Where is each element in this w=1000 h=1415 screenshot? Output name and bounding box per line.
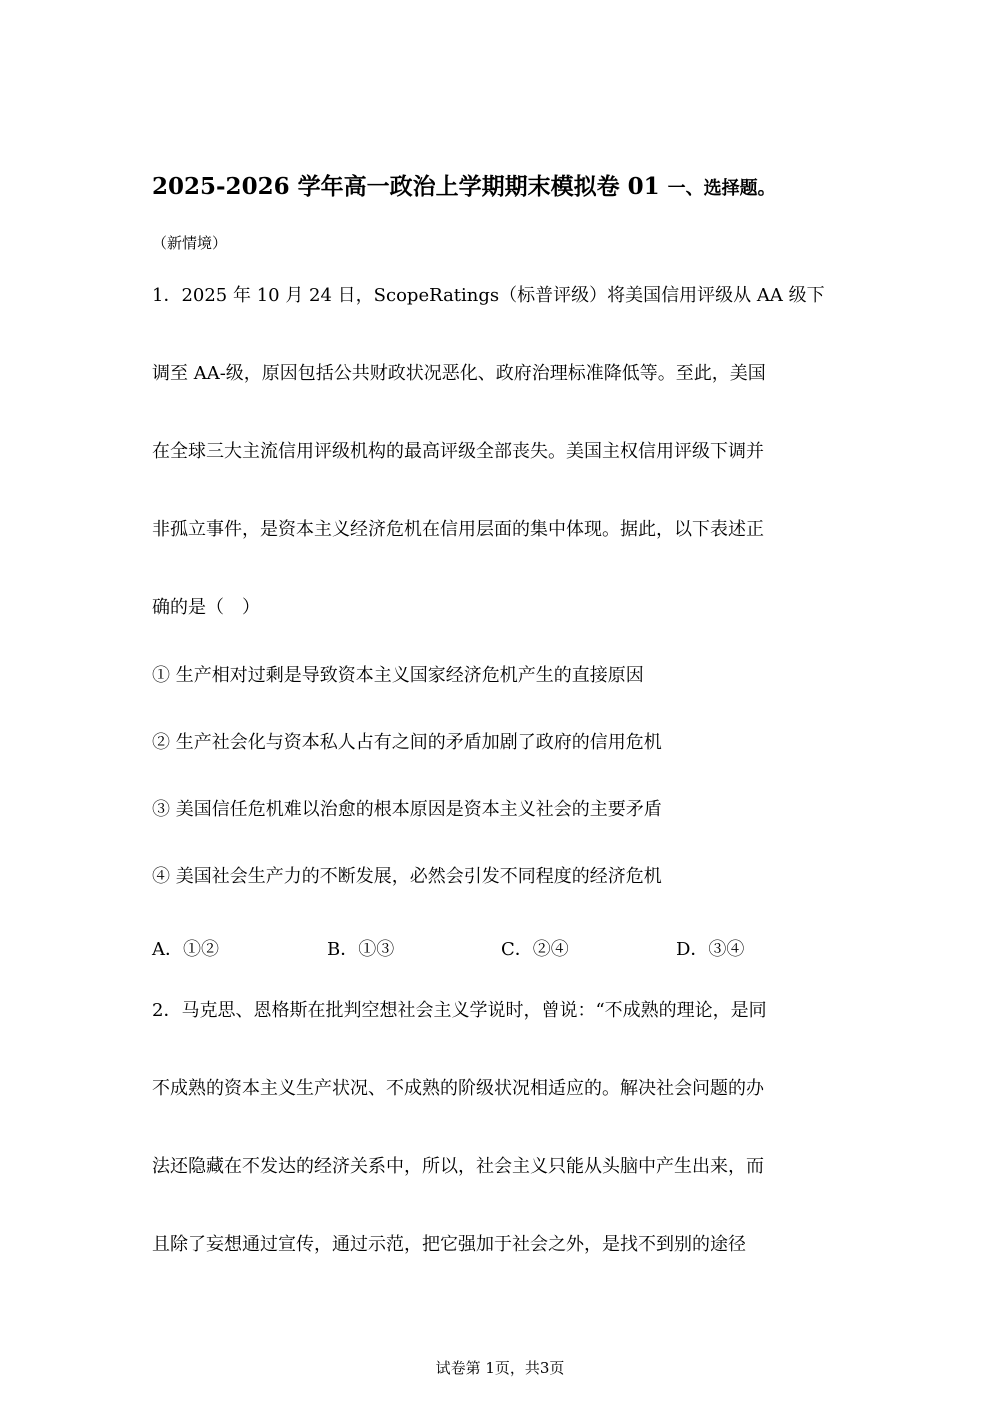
choice-c[interactable]: C．②④	[501, 939, 569, 960]
q1-statement-2: ② 生产社会化与资本私人占有之间的矛盾加剧了政府的信用危机	[152, 732, 662, 753]
q2-stem-line: 法还隐藏在不发达的经济关系中，所以，社会主义只能从头脑中产生出来，而	[152, 1156, 764, 1177]
q1-stem-line: 非孤立事件，是资本主义经济危机在信用层面的集中体现。据此，以下表述正	[152, 519, 764, 540]
section-heading: 一、选择题。	[667, 178, 776, 199]
choice-a[interactable]: A．①②	[152, 939, 219, 960]
choice-d[interactable]: D．③④	[676, 939, 745, 960]
q1-statement-1: ① 生产相对过剩是导致资本主义国家经济危机产生的直接原因	[152, 665, 644, 686]
q1-statement-3: ③ 美国信任危机难以治愈的根本原因是资本主义社会的主要矛盾	[152, 799, 662, 820]
q1-stem-line: 调至 AA-级，原因包括公共财政状况恶化、政府治理标准降低等。至此，美国	[152, 363, 766, 384]
question-tag: （新情境）	[152, 234, 228, 252]
q1-stem-line: 确的是（ ）	[152, 597, 260, 618]
q2-stem-line: 2．马克思、恩格斯在批判空想社会主义学说时，曾说：“不成熟的理论，是同	[152, 1000, 767, 1021]
choice-b[interactable]: B．①③	[327, 939, 395, 960]
q1-stem-line: 1．2025 年 10 月 24 日，ScopeRatings（标普评级）将美国信用评级从 AA 级下	[152, 285, 825, 306]
q1-stem-line: 在全球三大主流信用评级机构的最高评级全部丧失。美国主权信用评级下调并	[152, 441, 764, 462]
q2-stem-line: 不成熟的资本主义生产状况、不成熟的阶级状况相适应的。解决社会问题的办	[152, 1078, 764, 1099]
exam-title-text: 2025-2026 学年高一政治上学期期末模拟卷 01	[152, 173, 660, 200]
q1-statement-4: ④ 美国社会生产力的不断发展，必然会引发不同程度的经济危机	[152, 866, 662, 887]
q1-choices	[152, 935, 852, 960]
page-footer: 试卷第 1页，共3页	[435, 1359, 565, 1377]
q2-stem-line: 且除了妄想通过宣传，通过示范，把它强加于社会之外，是找不到别的途径	[152, 1234, 746, 1255]
exam-title	[152, 168, 776, 201]
